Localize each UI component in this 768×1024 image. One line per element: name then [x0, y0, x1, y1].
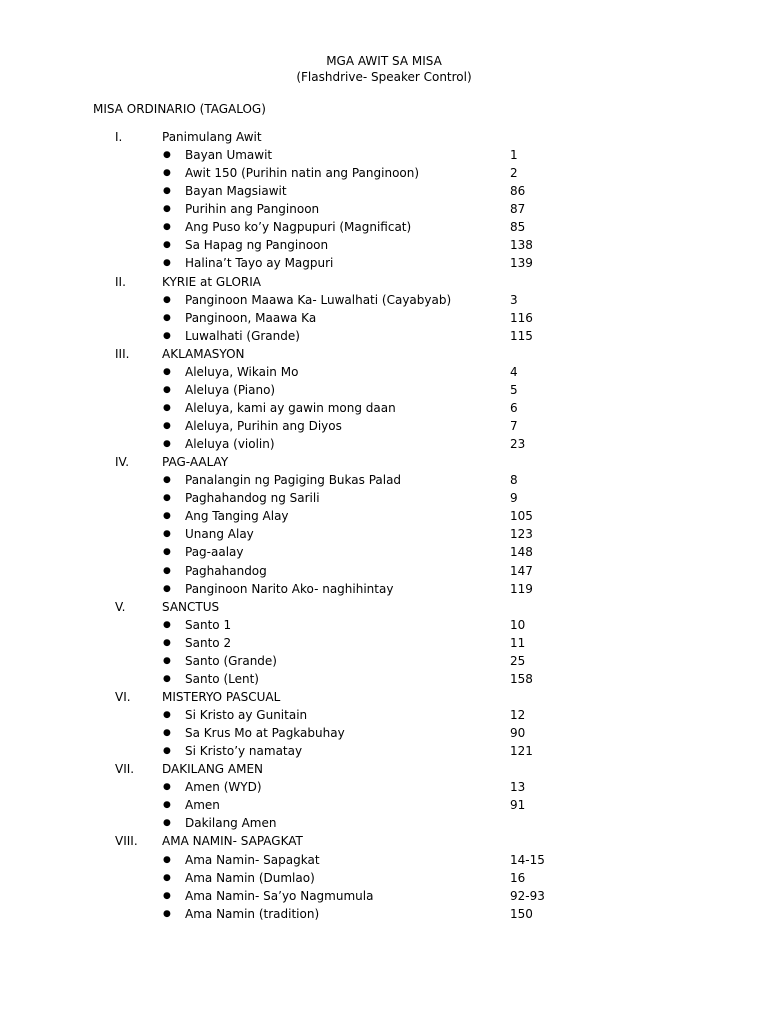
bullet-icon: ● [163, 186, 171, 197]
song-row [0, 652, 768, 670]
song-row [0, 905, 768, 923]
song-title: Sa Krus Mo at Pagkabuhay [185, 726, 345, 741]
song-row [0, 471, 768, 489]
song-title: Pag-aalay [185, 545, 244, 560]
song-row [0, 182, 768, 200]
bullet-icon: ● [163, 439, 171, 450]
song-row [0, 309, 768, 327]
song-title: Paghahandog [185, 563, 267, 578]
song-number: 150 [510, 906, 533, 921]
category-numeral: II. [115, 274, 126, 289]
song-number: 86 [510, 184, 526, 199]
bullet-icon: ● [163, 908, 171, 919]
bullet-icon: ● [163, 673, 171, 684]
bullet-icon: ● [163, 872, 171, 883]
song-title: Aleluya (Piano) [185, 382, 276, 397]
song-title: Amen (WYD) [185, 780, 262, 795]
song-number: 119 [510, 581, 533, 596]
bullet-icon: ● [163, 746, 171, 757]
category-title: AMA NAMIN- SAPAGKAT [162, 834, 303, 849]
song-title: Panalangin ng Pagiging Bukas Palad [185, 473, 402, 488]
song-title: Panginoon Maawa Ka- Luwalhati (Cayabyab) [185, 292, 452, 307]
song-title: Ama Namin- Sapagkat [185, 852, 320, 867]
bullet-icon: ● [163, 511, 171, 522]
bullet-icon: ● [163, 402, 171, 413]
song-number: 5 [510, 382, 518, 397]
category-title: DAKILANG AMEN [162, 762, 264, 777]
song-row [0, 814, 768, 832]
song-row [0, 670, 768, 688]
song-title: Panginoon Narito Ako- naghihintay [185, 581, 394, 596]
song-number: 12 [510, 708, 526, 722]
song-row [0, 417, 768, 435]
bullet-icon: ● [163, 583, 171, 594]
song-title: Awit 150 (Purihin natin ang Panginoon) [185, 166, 420, 181]
bullet-icon: ● [163, 294, 171, 305]
song-row [0, 742, 768, 760]
song-number: 90 [510, 726, 526, 741]
song-number: 1 [510, 148, 518, 163]
category-numeral: VI. [115, 689, 131, 704]
song-number: 147 [510, 563, 533, 578]
song-row [0, 778, 768, 796]
bullet-icon: ● [163, 565, 171, 576]
song-number: 158 [510, 671, 533, 686]
song-title: Aleluya, Purihin ang Diyos [185, 419, 342, 433]
category-title: AKLAMASYON [162, 346, 245, 361]
song-number: 2 [510, 166, 518, 181]
song-number: 148 [510, 545, 533, 560]
song-title: Aleluya, Wikain Mo [185, 364, 299, 379]
song-title: Amen [185, 798, 220, 813]
bullet-icon: ● [163, 710, 171, 720]
song-row [0, 634, 768, 652]
song-row [0, 164, 768, 182]
song-number: 6 [510, 400, 518, 415]
song-row [0, 724, 768, 742]
category-title: Panimulang Awit [162, 130, 262, 144]
category-row [0, 760, 768, 778]
song-row [0, 543, 768, 561]
song-title: Ama Namin (Dumlao) [185, 870, 315, 885]
bullet-icon: ● [163, 330, 171, 341]
song-title: Bayan Umawit [185, 148, 273, 163]
bullet-icon: ● [163, 818, 171, 829]
song-number: 115 [510, 328, 533, 343]
song-row [0, 218, 768, 236]
song-number: 25 [510, 653, 526, 668]
category-title: SANCTUS [162, 599, 220, 614]
bullet-icon: ● [163, 854, 171, 865]
song-number: 116 [510, 310, 533, 325]
category-numeral: VII. [115, 762, 135, 777]
bullet-icon: ● [163, 258, 171, 269]
song-number: 10 [510, 617, 526, 632]
song-title: Sa Hapag ng Panginoon [185, 238, 329, 253]
song-row [0, 146, 768, 164]
song-number: 11 [510, 635, 526, 650]
song-row [0, 363, 768, 381]
song-number: 138 [510, 238, 533, 253]
category-row [0, 345, 768, 363]
song-row [0, 381, 768, 399]
category-title: KYRIE at GLORIA [162, 274, 262, 289]
category-title: PAG-AALAY [162, 455, 229, 470]
category-numeral: I. [115, 130, 123, 144]
song-row [0, 562, 768, 580]
song-row [0, 200, 768, 218]
song-number: 16 [510, 870, 526, 885]
song-title: Dakilang Amen [185, 816, 277, 831]
song-title: Panginoon, Maawa Ka [185, 310, 317, 325]
song-title: Ama Namin (tradition) [185, 906, 320, 921]
bullet-icon: ● [163, 204, 171, 215]
song-title: Unang Alay [185, 527, 254, 542]
bullet-icon: ● [163, 890, 171, 901]
song-number: 13 [510, 780, 526, 795]
song-number: 3 [510, 292, 518, 307]
bullet-icon: ● [163, 421, 171, 431]
bullet-icon: ● [163, 728, 171, 739]
category-row [0, 128, 768, 146]
song-row [0, 887, 768, 905]
song-number: 7 [510, 419, 518, 433]
bullet-icon: ● [163, 619, 171, 630]
song-row [0, 327, 768, 345]
song-title: Santo (Lent) [185, 671, 259, 686]
song-row [0, 580, 768, 598]
song-number: 4 [510, 364, 518, 379]
song-title: Santo 2 [185, 635, 232, 650]
bullet-icon: ● [163, 637, 171, 648]
song-title: Ang Puso ko’y Nagpupuri (Magnificat) [185, 220, 412, 235]
song-title: Paghahandog ng Sarili [185, 491, 320, 506]
category-title: MISTERYO PASCUAL [162, 689, 281, 704]
song-number: 121 [510, 744, 533, 759]
song-row [0, 291, 768, 309]
song-title: Santo (Grande) [185, 653, 277, 668]
song-row [0, 507, 768, 525]
song-list [0, 128, 768, 923]
document-title: MGA AWIT SA MISA [326, 54, 442, 68]
song-title: Aleluya (violin) [185, 437, 275, 452]
category-row [0, 273, 768, 291]
song-title: Si Kristo ay Gunitain [185, 708, 308, 722]
bullet-icon: ● [163, 384, 171, 395]
song-title: Aleluya, kami ay gawin mong daan [185, 400, 396, 415]
song-row [0, 706, 768, 724]
category-row [0, 453, 768, 471]
song-number: 14-15 [510, 852, 545, 867]
bullet-icon: ● [163, 168, 171, 179]
song-title: Halina’t Tayo ay Magpuri [185, 256, 334, 271]
song-number: 9 [510, 491, 518, 506]
song-title: Bayan Magsiawit [185, 184, 287, 199]
song-row [0, 489, 768, 507]
category-numeral: III. [115, 346, 130, 361]
bullet-icon: ● [163, 222, 171, 233]
bullet-icon: ● [163, 312, 171, 323]
song-row [0, 399, 768, 417]
song-number: 139 [510, 256, 533, 271]
song-row [0, 525, 768, 543]
bullet-icon: ● [163, 782, 171, 793]
bullet-icon: ● [163, 366, 171, 377]
song-row [0, 254, 768, 272]
song-title: Ang Tanging Alay [185, 509, 289, 524]
song-row [0, 796, 768, 814]
song-number: 8 [510, 473, 518, 488]
song-number: 123 [510, 527, 533, 542]
category-numeral: V. [115, 599, 126, 614]
song-number: 105 [510, 509, 533, 524]
song-row [0, 435, 768, 453]
song-title: Luwalhati (Grande) [185, 328, 300, 343]
category-row [0, 688, 768, 706]
song-title: Purihin ang Panginoon [185, 202, 320, 217]
bullet-icon: ● [163, 240, 171, 251]
bullet-icon: ● [163, 150, 171, 161]
bullet-icon: ● [163, 547, 171, 558]
song-row [0, 851, 768, 869]
document-subtitle: (Flashdrive- Speaker Control) [296, 70, 472, 84]
category-row [0, 832, 768, 850]
song-row [0, 869, 768, 887]
category-numeral: IV. [115, 455, 130, 470]
song-row [0, 616, 768, 634]
song-number: 85 [510, 220, 526, 235]
song-title: Ama Namin- Sa’yo Nagmumula [185, 888, 374, 903]
song-row [0, 236, 768, 254]
bullet-icon: ● [163, 493, 171, 504]
song-number: 91 [510, 798, 526, 813]
bullet-icon: ● [163, 655, 171, 666]
song-number: 87 [510, 202, 526, 217]
category-row [0, 598, 768, 616]
song-title: Santo 1 [185, 617, 232, 632]
bullet-icon: ● [163, 800, 171, 811]
song-title: Si Kristo’y namatay [185, 744, 303, 759]
bullet-icon: ● [163, 529, 171, 540]
bullet-icon: ● [163, 475, 171, 486]
song-number: 23 [510, 437, 526, 452]
category-numeral: VIII. [115, 834, 138, 849]
section-heading: MISA ORDINARIO (TAGALOG) [93, 102, 266, 116]
song-number: 92-93 [510, 888, 545, 903]
